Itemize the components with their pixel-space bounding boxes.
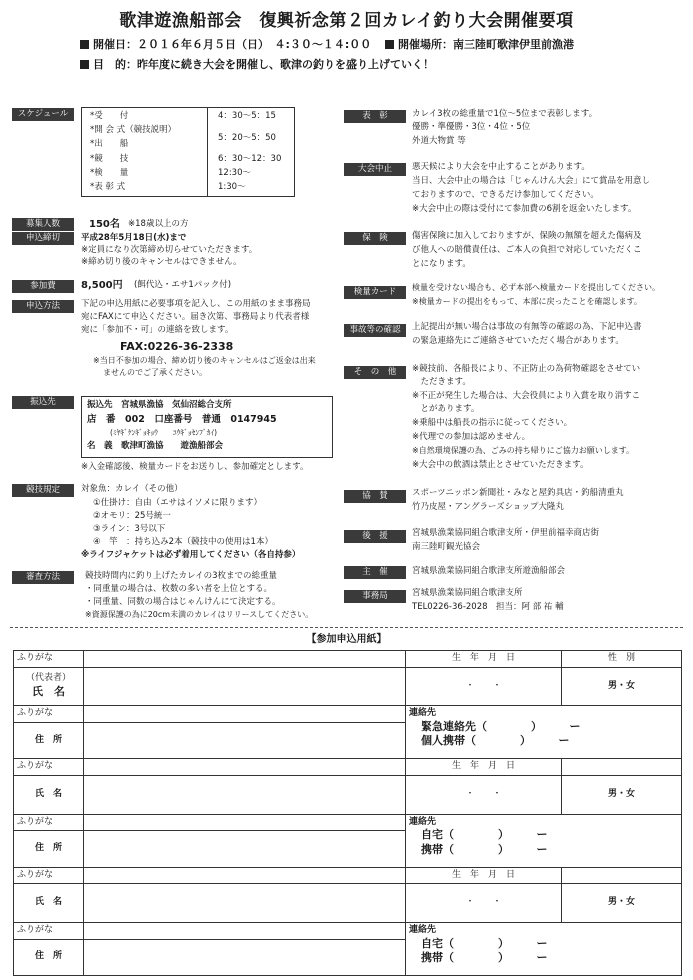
judging-line: ・同重量の場合は、枚数の多い者を上位とする。 xyxy=(85,584,273,594)
schedule-time: 1:30～ xyxy=(218,182,246,192)
award-label: 表 彰 xyxy=(344,110,406,123)
insurance-line: び他人への賠償責任は、ご本人の負担で対応していただくこ xyxy=(412,245,642,255)
schedule-time: 5：20～5：50 xyxy=(218,133,276,143)
rules-line: 対象魚：カレイ（その他） xyxy=(81,484,183,494)
furigana-field-2[interactable] xyxy=(84,759,406,776)
cancel-line: 当日、大会中止の場合は「じゃんけん大会」にて賞品を用意し xyxy=(412,176,651,186)
schedule-time: 4：30～5：15 xyxy=(218,111,276,121)
office-line: TEL0226-36-2028 担当：阿 部 祐 輔 xyxy=(412,602,564,612)
cancel-line: 悪天候により大会を中止することがあります。 xyxy=(412,162,590,172)
sex-header-blank xyxy=(562,759,682,776)
recruit-note: ※定員になり次第締め切らせていただきます。 xyxy=(81,245,258,255)
rules-line: ①仕掛け：自由（エサはイソメに限ります） xyxy=(93,498,262,508)
address-furigana-field-2[interactable] xyxy=(84,814,406,831)
recruit-deadline: 平成28年5月18日(水)まで xyxy=(81,233,187,243)
support-line: 南三陸町観光協会 xyxy=(412,542,481,552)
fax-number: FAX:0226-36-2338 xyxy=(120,340,234,353)
name-label xyxy=(14,667,84,706)
award-line: 優勝・準優勝・3位・4位・5位 xyxy=(412,122,531,132)
address-label: 住 所 xyxy=(14,831,84,867)
confirm-label: 事故等の確認 xyxy=(344,324,406,337)
recruit-note: ※締め切り後のキャンセルはできません。 xyxy=(81,257,242,267)
name-field-1[interactable] xyxy=(84,667,406,706)
insurance-line: とになります。 xyxy=(412,259,471,269)
contact-label: 連絡先 xyxy=(409,816,437,827)
address-label: 住 所 xyxy=(14,939,84,975)
contact-label: 連絡先 xyxy=(409,924,437,935)
rules-line: ③ライン：3号以下 xyxy=(93,524,166,534)
apply-text: 下記の申込用紙に必要事項を記入し、この用紙のまま事務局 xyxy=(81,299,311,309)
rules-label: 競技規定 xyxy=(12,484,74,497)
bank-line: 名 義 歌津町漁協 遊漁船部会 xyxy=(87,441,224,451)
bullet-square-icon xyxy=(80,40,89,49)
bank-label: 振込先 xyxy=(12,396,74,409)
event-purpose: 目 的：昨年度に続き大会を開催し、歌津の釣りを盛り上げていく！ xyxy=(80,58,434,72)
confirm-line: の緊急連絡先にご連絡させていただく場合があります。 xyxy=(412,336,624,346)
name-label-text: 氏 名 xyxy=(32,685,65,699)
schedule-label: スケジュール xyxy=(12,108,74,121)
dob-header: 生 年 月 日 xyxy=(406,651,562,668)
cut-line xyxy=(10,627,683,628)
sex-header-blank xyxy=(562,867,682,884)
fee-label: 参加費 xyxy=(12,280,74,293)
furigana-field-3[interactable] xyxy=(84,867,406,884)
schedule-name: *開 会 式（競技説明） xyxy=(90,125,177,135)
fee-note: (餌代込・エサ1パック付) xyxy=(134,280,232,290)
name-label: 氏 名 xyxy=(14,775,84,814)
dob-header: 生 年 月 日 xyxy=(406,867,562,884)
name-label: 氏 名 xyxy=(14,884,84,923)
rules-lifejacket: ※ライフジャケットは必ず着用してください（各自持参） xyxy=(81,550,301,560)
other-line: ただきます。 xyxy=(412,377,471,387)
bank-box xyxy=(81,396,333,458)
schedule-name: *受 付 xyxy=(90,111,129,121)
deadline-label: 申込締切 xyxy=(12,232,74,245)
dob-header: 生 年 月 日 xyxy=(406,759,562,776)
insurance-label: 保 険 xyxy=(344,232,406,245)
support-label: 後 援 xyxy=(344,530,406,543)
cancel-label: 大会中止 xyxy=(344,163,406,176)
apply-note: ※当日不参加の場合、締め切り後のキャンセルはご返金は出来 xyxy=(93,356,316,365)
apply-text: 宛に「参加不・可」の連絡を致します。 xyxy=(81,325,234,335)
furigana-label: ふりがな xyxy=(14,867,84,884)
sex-field-3[interactable]: 男・女 xyxy=(562,884,682,923)
divider xyxy=(207,108,208,196)
office-label: 事務局 xyxy=(344,590,406,603)
dob-field-3[interactable]: ・ ・ xyxy=(406,884,562,923)
bank-note: ※入金確認後、検量カードをお送りし、参加確定とします。 xyxy=(81,462,309,472)
other-line: とがあります。 xyxy=(412,404,480,414)
insurance-line: 傷害保険に加入しておりますが、保険の無額を超えた傷病及 xyxy=(412,231,642,241)
address-field-2[interactable] xyxy=(84,831,406,867)
cell-contact: 携帯（ ） ー xyxy=(421,950,548,964)
support-line: 宮城県漁業協同組合歌津支所・伊里前福幸商店街 xyxy=(412,528,600,538)
page-title: 歌津遊漁船部会 復興祈念第２回カレイ釣り大会開催要項 xyxy=(119,11,574,31)
card-line: 検量を受けない場合も、必ず本部へ検量カードを提出してください。 xyxy=(412,283,660,292)
schedule-name: *競 技 xyxy=(90,154,129,164)
rep-label: （代表者） xyxy=(25,673,71,684)
bank-line: 店 番 002 口座番号 普通 0147945 xyxy=(87,414,277,425)
apply-note: ませんのでご了承ください。 xyxy=(103,368,207,377)
address-label: 住 所 xyxy=(14,722,84,758)
emergency-contact: 緊急連絡先（ ） ー xyxy=(421,719,581,733)
event-date: 開催日：２０１６年６月５日（日） ４:３０～１４:００ xyxy=(80,38,371,52)
dob-field-2[interactable]: ・ ・ xyxy=(406,775,562,814)
schedule-time: 6：30～12：30 xyxy=(218,154,282,164)
name-field-2[interactable] xyxy=(84,775,406,814)
schedule-name: *表 彰 式 xyxy=(90,182,126,192)
form-title: 【参加申込用紙】 xyxy=(306,634,387,645)
fee-value: 8,500円 xyxy=(81,280,123,291)
bullet-square-icon xyxy=(80,60,89,69)
cell-contact: 携帯（ ） ー xyxy=(421,842,548,856)
bank-line: 振込先 宮城県漁協 気仙沼総合支所 xyxy=(87,400,232,410)
address-field-1[interactable] xyxy=(84,722,406,758)
sponsor-line: スポーツニッポン新聞社・みなと屋釣具店・釣船清重丸 xyxy=(412,488,624,498)
recruit-count: 150名 xyxy=(89,219,120,230)
address-furigana-field-3[interactable] xyxy=(84,922,406,939)
home-contact: 自宅（ ） ー xyxy=(421,828,548,842)
other-label: そ の 他 xyxy=(344,366,406,379)
award-line: 外道大物賞 等 xyxy=(412,136,466,146)
judging-line: ※資源保護の為に20cm未満のカレイはリリースしてください。 xyxy=(85,610,314,619)
application-form xyxy=(13,650,682,976)
contact-cell-3[interactable] xyxy=(406,922,682,975)
office-line: 宮城県漁業協同組合歌津支所 xyxy=(412,588,523,598)
contact-cell-2[interactable] xyxy=(406,814,682,867)
apply-text: 宛にFAXにて申込ください。届き次第、事務局より代表者様 xyxy=(81,312,310,322)
bullet-square-icon xyxy=(385,40,394,49)
card-line: ※検量カードの提出をもって、本部に戻ったことを確認します。 xyxy=(412,297,642,306)
contact-cell-1[interactable] xyxy=(406,706,682,759)
judging-label: 審査方法 xyxy=(12,571,74,584)
other-line: ※競技前、各船長により、不正防止の為荷物確認をさせてい xyxy=(412,364,641,374)
award-line: カレイ3枚の総重量で1位～5位まで表彰します。 xyxy=(412,109,598,119)
rules-line: ②オモリ：25号統一 xyxy=(93,511,171,521)
furigana-label: ふりがな xyxy=(14,814,84,831)
sponsor-line: 竹乃皮屋・アングラーズショップ大隆丸 xyxy=(412,502,564,512)
other-line: ※不正が発生した場合は、大会役員により入賞を取り消すこ xyxy=(412,391,641,401)
apply-label: 申込方法 xyxy=(12,300,74,313)
schedule-name: *検 量 xyxy=(90,168,129,178)
judging-line: ・同重量、同数の場合はじゃんけんにて決定する。 xyxy=(85,597,281,607)
schedule-name: *出 船 xyxy=(90,139,129,149)
host-text: 宮城県漁業協同組合歌津支所遊漁船部会 xyxy=(412,566,566,576)
host-label: 主 催 xyxy=(344,566,406,579)
recruit-note: ※18歳以上の方 xyxy=(128,219,189,229)
recruit-label: 募集人数 xyxy=(12,218,74,231)
furigana-label: ふりがな xyxy=(14,922,84,939)
other-line: ※大会中の飲酒は禁止とさせていただきます。 xyxy=(412,460,589,470)
contact-label: 連絡先 xyxy=(409,708,437,719)
rules-line: ④ 竿 ：持ち込み2本（競技中の使用は1本） xyxy=(93,537,273,547)
mobile-contact: 個人携帯（ ） ー xyxy=(421,734,570,748)
home-contact: 自宅（ ） ー xyxy=(421,936,548,950)
sponsor-label: 協 賛 xyxy=(344,490,406,503)
furigana-label: ふりがな xyxy=(14,706,84,723)
name-field-3[interactable] xyxy=(84,884,406,923)
cancel-line: ※大会中止の際は受付にて参加費の6割を返金いたします。 xyxy=(412,204,637,214)
furigana-label: ふりがな xyxy=(14,759,84,776)
furigana-label: ふりがな xyxy=(14,651,84,668)
judging-line: 競技時間内に釣り上げたカレイの3枚までの総重量 xyxy=(85,571,277,581)
sex-field-1[interactable]: 男・女 xyxy=(562,667,682,706)
event-place: 開催場所：南三陸町歌津伊里前漁港 xyxy=(385,38,574,52)
address-field-3[interactable] xyxy=(84,939,406,975)
other-line: ※自然環境保護の為、ごみの持ち帰りにご協力お願いします。 xyxy=(412,446,635,455)
bank-line: (ﾐﾔｷﾞｹﾝｷﾞｮｷｮｳ ﾕｳｷﾞｮｾﾝﾌﾞｶｲ) xyxy=(110,428,218,437)
confirm-line: 上記提出が無い場合は事故の有無等の確認の為、下記申込書 xyxy=(412,322,642,332)
sex-header: 性 別 xyxy=(562,651,682,668)
schedule-time: 12:30～ xyxy=(218,168,251,178)
sex-field-2[interactable]: 男・女 xyxy=(562,775,682,814)
address-furigana-field-1[interactable] xyxy=(84,706,406,723)
other-line: ※乗船中は船長の指示に従ってください。 xyxy=(412,418,573,428)
cancel-line: ておりますので、できるだけ参加してください。 xyxy=(412,190,599,200)
card-label: 検量カード xyxy=(344,286,406,299)
schedule-table xyxy=(81,107,295,197)
dob-field-1[interactable]: ・ ・ xyxy=(406,667,562,706)
other-line: ※代理での参加は認めません。 xyxy=(412,432,531,442)
furigana-field-1[interactable] xyxy=(84,651,406,668)
